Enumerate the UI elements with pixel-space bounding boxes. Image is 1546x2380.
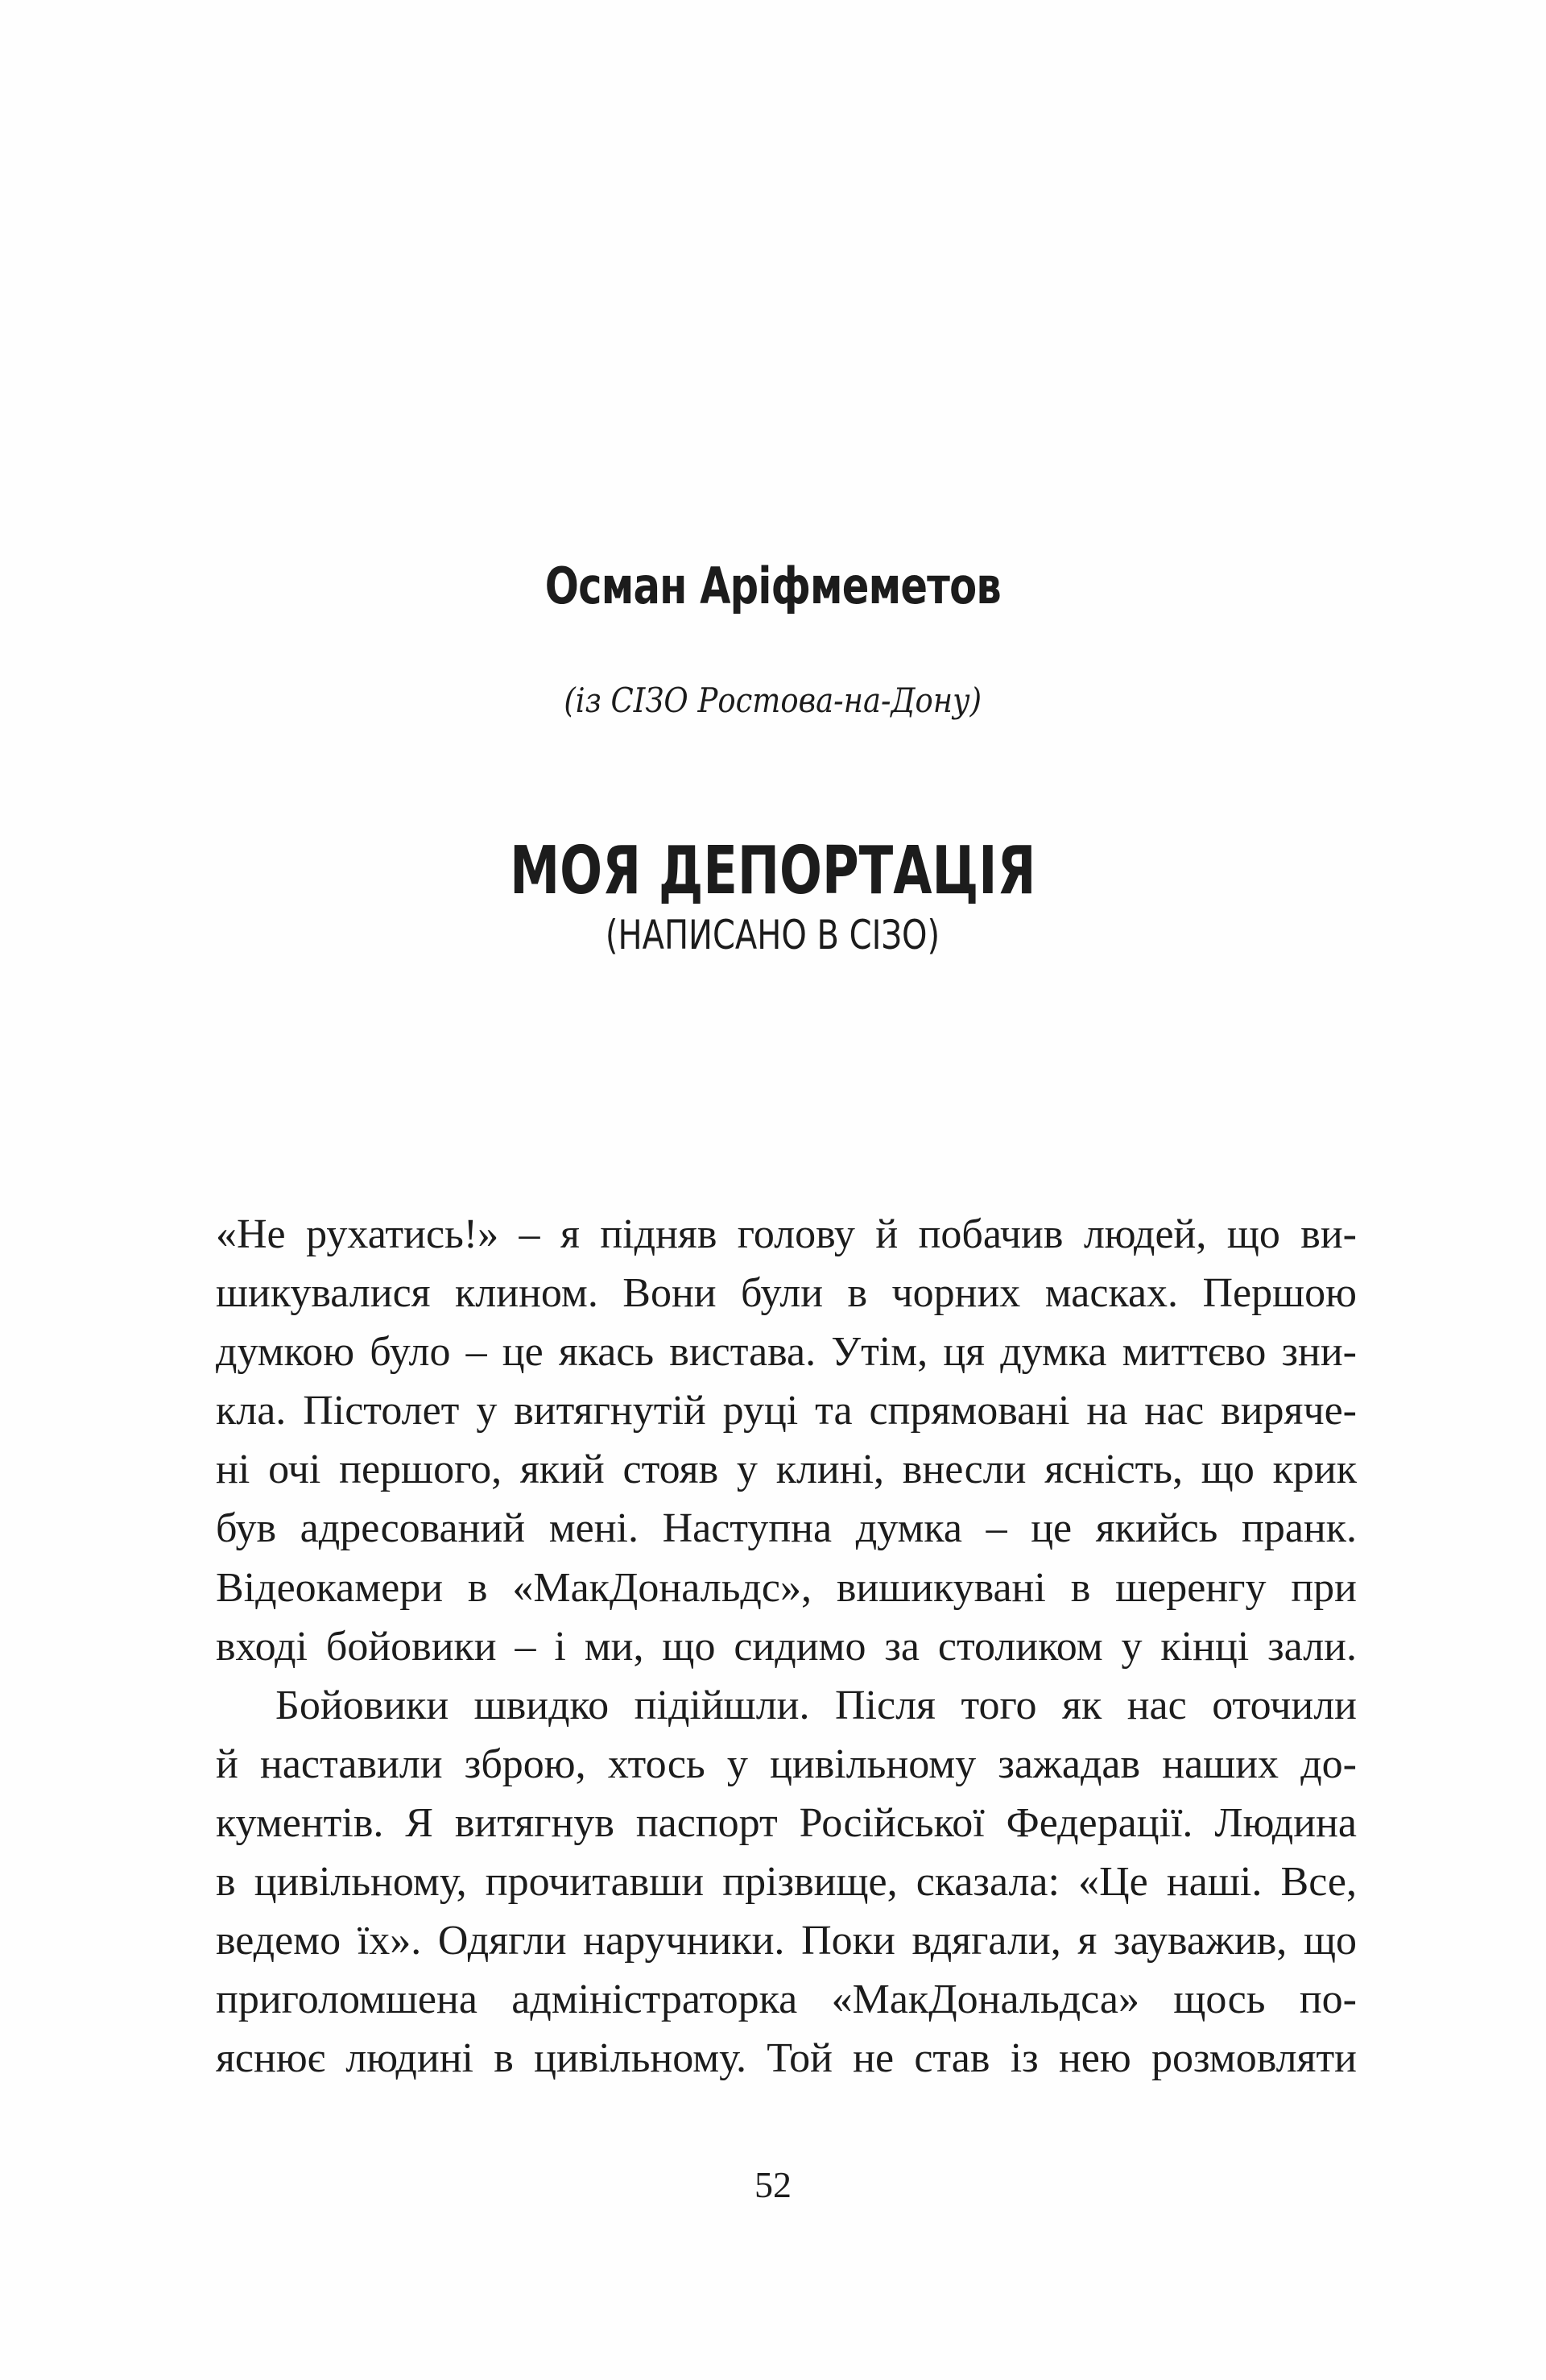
- text-line: кументів. Я витягнув паспорт Російської Федерації. Людина: [216, 1799, 1357, 1846]
- text-line: був адресований мені. Наступна думка – це якийсь пранк.: [216, 1505, 1357, 1552]
- text-line: в цивільному, прочитавши прізвище, сказала: «Це наші. Все,: [216, 1859, 1357, 1906]
- text-line: приголомшена адміністраторка «МакДональдса» щось по-: [216, 1976, 1357, 2023]
- author-origin-text: (із СІЗО Ростова-на-Дону): [564, 681, 982, 720]
- author-name-text: Осман Аріфмеметов: [544, 557, 1002, 615]
- chapter-title-text: МОЯ ДЕПОРТАЦІЯ: [510, 833, 1036, 909]
- text-line: шикувалися клином. Вони були в чорних масках. Першою: [216, 1270, 1357, 1317]
- text-line: яснює людині в цивільному. Той не став із нею розмовляти: [216, 2035, 1357, 2082]
- text-line: ведемо їх». Одягли наручники. Поки вдягали, я зауважив, що: [216, 1918, 1357, 1964]
- chapter-subtitle-text: (НАПИСАНО В СІЗО): [606, 912, 940, 958]
- text-line-indented: Бойовики швидко підійшли. Після того як нас оточили: [275, 1682, 1357, 1728]
- chapter-subtitle: [0, 909, 1546, 962]
- text-line: «Не рухатись!» – я підняв голову й побачив людей, що ви-: [216, 1211, 1357, 1257]
- text-line: Відеокамери в «МакДональдс», вишикувані в шеренгу при: [216, 1564, 1357, 1611]
- author-name: [0, 554, 1546, 619]
- text-line: ні очі першого, який стояв у клині, внесли ясність, що крик: [216, 1447, 1357, 1493]
- text-line: кла. Пістолет у витягнутій руці та спрямовані на нас виряче-: [216, 1388, 1357, 1434]
- paragraph-1: [216, 1205, 1357, 1676]
- text-line: й наставили зброю, хтось у цивільному зажадав наших до-: [216, 1741, 1357, 1787]
- text-line: думкою було – це якась вистава. Утім, ця думка миттєво зни-: [216, 1329, 1357, 1376]
- chapter-title: [0, 831, 1546, 912]
- paragraph-2: [216, 1676, 1357, 2088]
- page-number: 52: [754, 2164, 792, 2205]
- author-origin: [0, 677, 1546, 725]
- body-text: [216, 1205, 1357, 2088]
- text-line: вході бойовики – і ми, що сидимо за столиком у кінці зали.: [216, 1623, 1357, 1670]
